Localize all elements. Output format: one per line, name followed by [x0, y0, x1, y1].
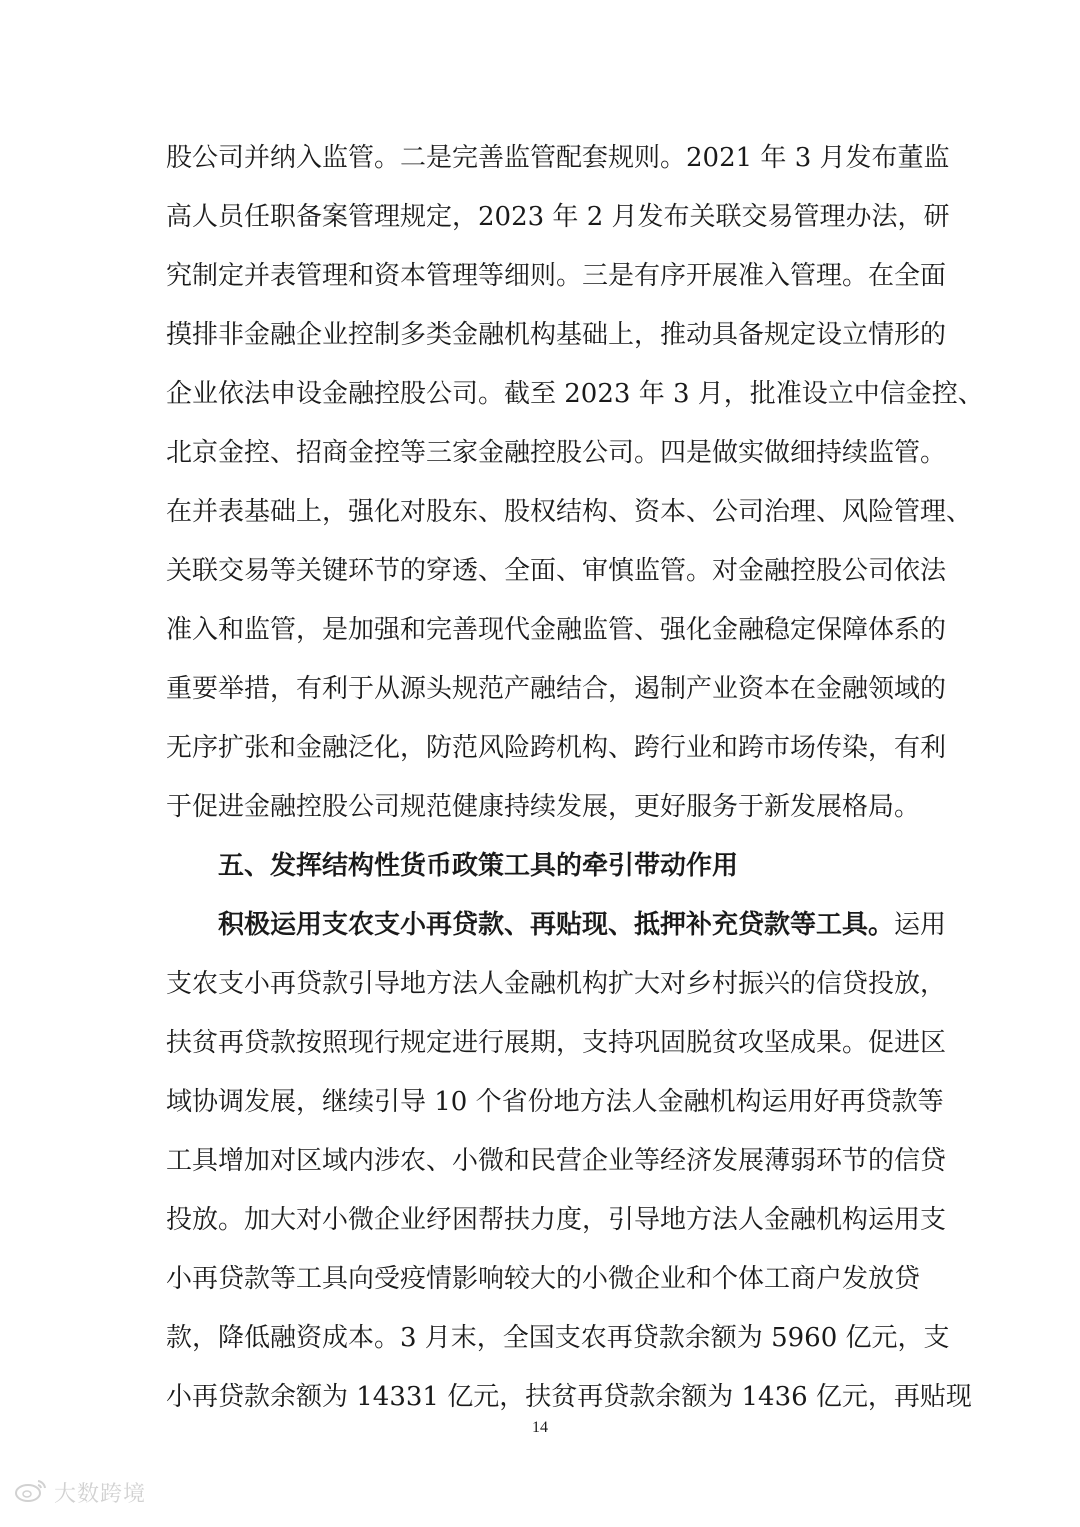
paragraph-line: 扶贫再贷款按照现行规定进行展期，支持巩固脱贫攻坚成果。促进区 [166, 1028, 947, 1058]
paragraph-line: 小再贷款余额为 14331 亿元，扶贫再贷款余额为 1436 亿元，再贴现 [166, 1382, 972, 1412]
paragraph-line: 北京金控、招商金控等三家金融控股公司。四是做实做细持续监管。 [166, 438, 947, 468]
paragraph-line: 高人员任职备案管理规定，2023 年 2 月发布关联交易管理办法，研 [166, 202, 950, 232]
paragraph-line: 域协调发展，继续引导 10 个省份地方法人金融机构运用好再贷款等 [166, 1087, 944, 1117]
weibo-logo-icon [14, 1477, 48, 1507]
paragraph-line: 重要举措，有利于从源头规范产融结合，遏制产业资本在金融领域的 [166, 674, 947, 704]
paragraph-line: 在并表基础上，强化对股东、股权结构、资本、公司治理、风险管理、 [166, 497, 973, 527]
paragraph-line: 究制定并表管理和资本管理等细则。三是有序开展准入管理。在全面 [166, 261, 947, 291]
paragraph-lead-line [218, 908, 947, 942]
watermark-text: 大数跨境 [54, 1481, 147, 1507]
paragraph-line: 无序扩张和金融泛化，防范风险跨机构、跨行业和跨市场传染，有利 [166, 733, 947, 763]
paragraph-line: 工具增加对区域内涉农、小微和民营企业等经济发展薄弱环节的信贷 [166, 1146, 947, 1176]
paragraph-line: 于促进金融控股公司规范健康持续发展，更好服务于新发展格局。 [166, 792, 921, 822]
paragraph-line: 小再贷款等工具向受疫情影响较大的小微企业和个体工商户发放贷 [166, 1264, 921, 1294]
paragraph-line: 摸排非金融企业控制多类金融机构基础上，推动具备规定设立情形的 [166, 320, 947, 350]
section-heading: 五、发挥结构性货币政策工具的牵引带动作用 [218, 851, 739, 881]
paragraph-line: 准入和监管，是加强和完善现代金融监管、强化金融稳定保障体系的 [166, 615, 947, 645]
paragraph-line: 企业依法申设金融控股公司。截至 2023 年 3 月，批准设立中信金控、 [166, 379, 984, 409]
page-number: 14 [532, 1419, 548, 1436]
paragraph-line: 股公司并纳入监管。二是完善监管配套规则。2021 年 3 月发布董监 [166, 143, 950, 173]
paragraph-line: 支农支小再贷款引导地方法人金融机构扩大对乡村振兴的信贷投放， [166, 969, 947, 999]
paragraph-line: 款，降低融资成本。3 月末，全国支农再贷款余额为 5960 亿元，支 [166, 1323, 950, 1353]
lead-sentence-rest: 运用 [894, 910, 947, 940]
watermark [14, 1475, 146, 1509]
paragraph-line: 投放。加大对小微企业纾困帮扶力度，引导地方法人金融机构运用支 [166, 1205, 947, 1235]
lead-sentence-bold: 积极运用支农支小再贷款、再贴现、抵押补充贷款等工具。 [218, 910, 895, 940]
paragraph-line: 关联交易等关键环节的穿透、全面、审慎监管。对金融控股公司依法 [166, 556, 947, 586]
